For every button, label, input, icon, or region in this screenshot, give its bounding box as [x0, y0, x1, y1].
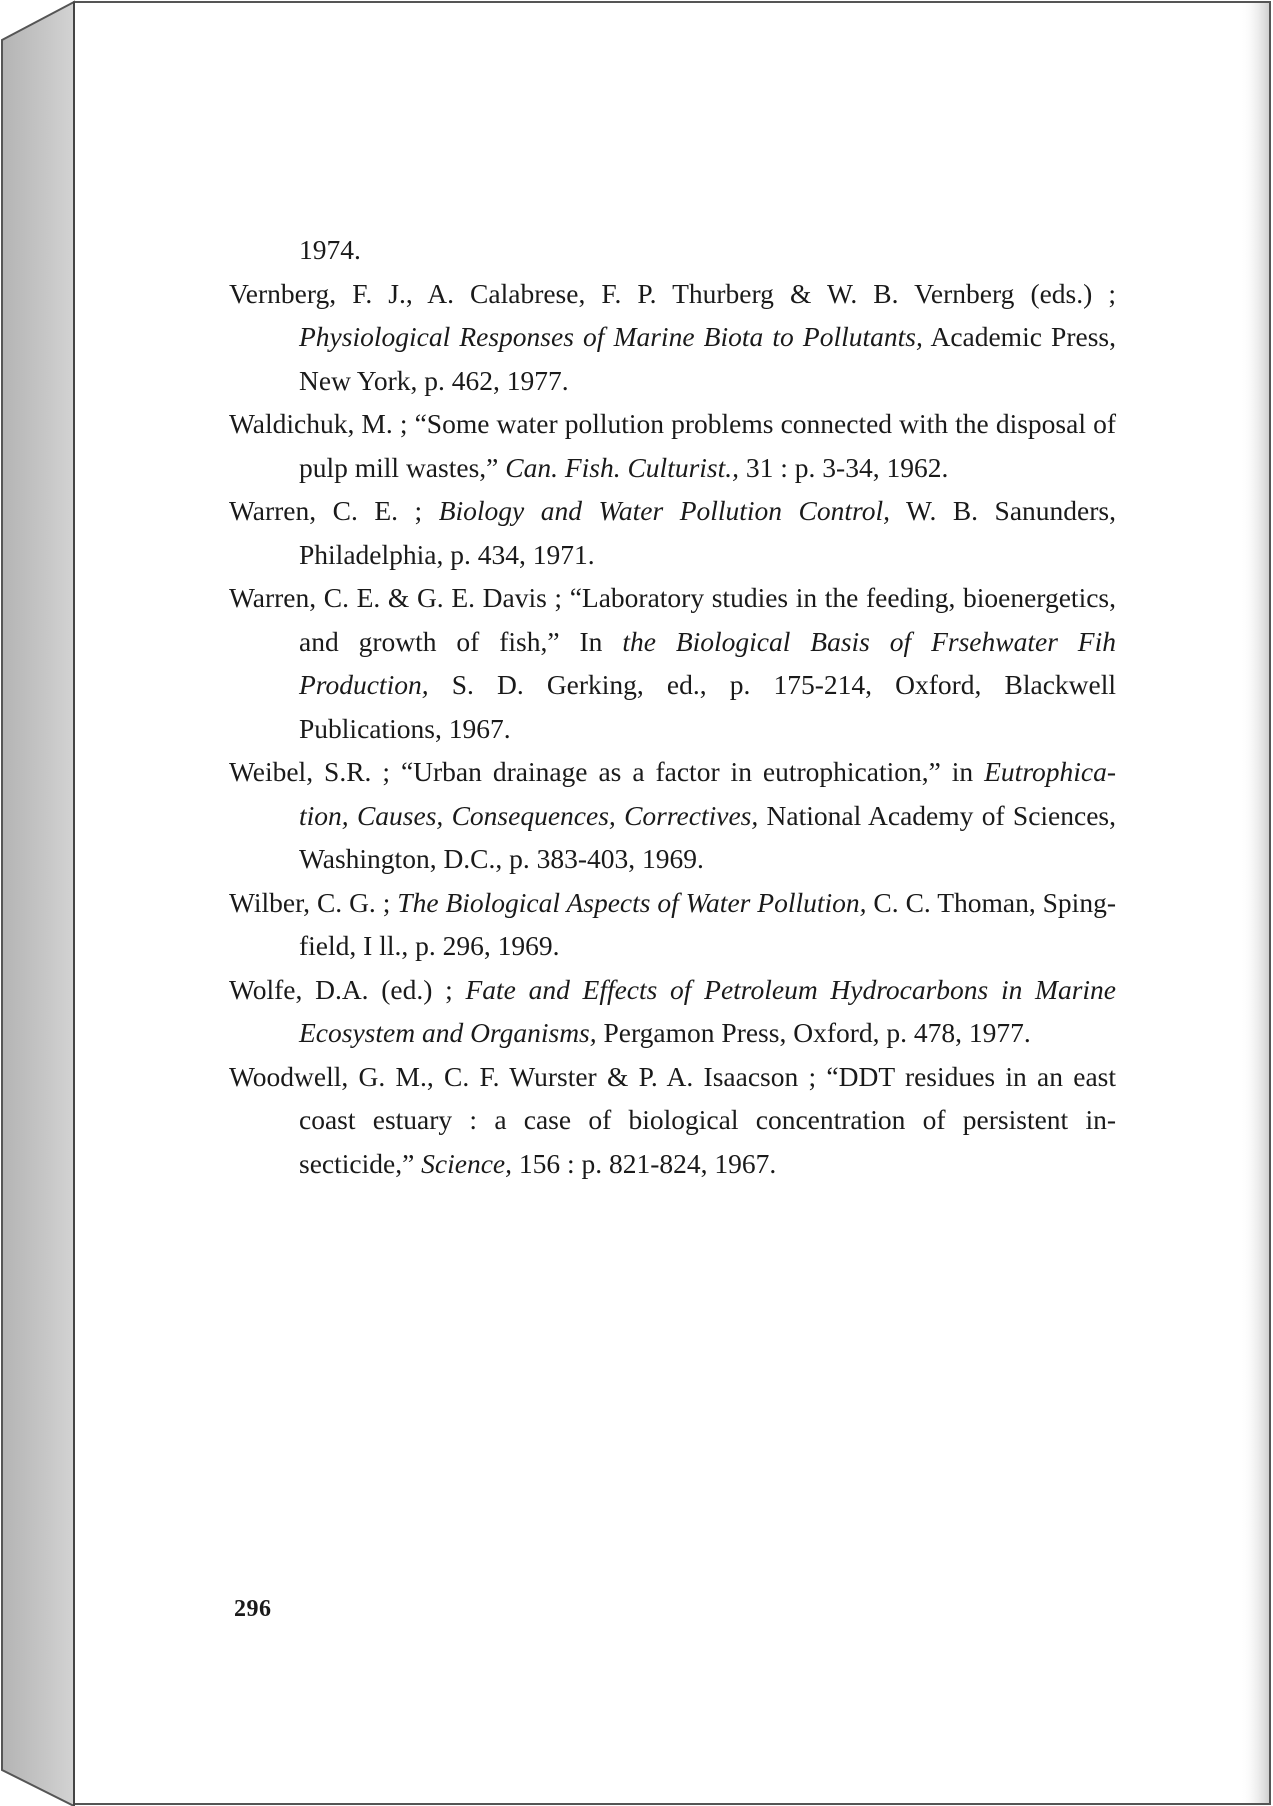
book-spine	[2, 2, 74, 1806]
reference-entry	[229, 402, 1116, 489]
reference-entry	[229, 228, 1116, 272]
reference-text: Vernberg, F. J., A. Calabrese, F. P. Thurberg & W. B. Vernberg (eds.) ;	[229, 277, 1116, 309]
reference-title: Can. Fish. Culturist.,	[505, 451, 740, 483]
reference-text: Woodwell, G. M., C. F. Wurster & P. A. Isaacson ; “DDT residues in an east coast estuary : a case of biological concentration of persistent in-secticide,”	[229, 1060, 1116, 1179]
reference-title: The Biological Aspects of Water Pollution,	[397, 886, 867, 918]
reference-entry	[229, 1055, 1116, 1186]
reference-text: Warren, C. E. & G. E. Davis ; “Laboratory studies in the feeding, bioenergetics, and growth of fish,” In	[229, 582, 1116, 657]
reference-title: the Biological Basis of Frsehwater Fih Production,	[299, 625, 1116, 700]
reference-text: Weibel, S.R. ; “Urban drainage as a factor in eutrophication,” in	[229, 756, 985, 787]
reference-text: Warren, C. E. ;	[229, 495, 439, 526]
page-number: 296	[234, 1596, 272, 1622]
reference-entry	[229, 968, 1116, 1055]
reference-text: Academic Press, New York, p. 462, 1977.	[299, 321, 1116, 396]
reference-title: Physiological Responses of Marine Biota to Pollutants,	[299, 321, 923, 352]
reference-text: Wolfe, D.A. (ed.) ;	[229, 973, 466, 1005]
reference-entry	[229, 272, 1116, 403]
reference-text: 156 : p. 821-824, 1967.	[512, 1147, 777, 1179]
reference-text: Waldichuk, M. ; “Some water pollution problems connected with the disposal of pulp mill wastes,”	[229, 408, 1116, 483]
reference-text: 1974.	[299, 234, 361, 265]
reference-text: 31 : p. 3-34, 1962.	[739, 451, 949, 483]
reference-text: W. B. Sanunders, Philadelphia, p. 434, 1971.	[299, 495, 1117, 570]
reference-entry	[229, 576, 1116, 750]
reference-title: Eutrophica-tion, Causes, Consequences, Correctives,	[299, 756, 1116, 831]
reference-title: Fate and Effects of Petroleum Hydrocarbons in Marine Ecosystem and Organisms,	[299, 973, 1117, 1048]
reference-entry	[229, 881, 1116, 968]
reference-text: Pergamon Press, Oxford, p. 478, 1977.	[596, 1017, 1031, 1048]
reference-title: Biology and Water Pollution Control,	[438, 495, 890, 526]
reference-entry	[229, 750, 1116, 881]
reference-title: Science,	[421, 1147, 512, 1179]
reference-entry	[229, 489, 1116, 576]
page-right-shadow	[1240, 3, 1269, 1803]
reference-text: National Academy of Sciences, Washington, D.C., p. 383-403, 1969.	[299, 799, 1116, 874]
reference-list	[229, 228, 1116, 1185]
reference-text: C. C. Thoman, Sping-field, I ll., p. 296, 1969.	[299, 886, 1116, 961]
reference-text: Wilber, C. G. ;	[229, 886, 398, 918]
reference-text: S. D. Gerking, ed., p. 175-214, Oxford, Blackwell Publications, 1967.	[299, 669, 1116, 744]
